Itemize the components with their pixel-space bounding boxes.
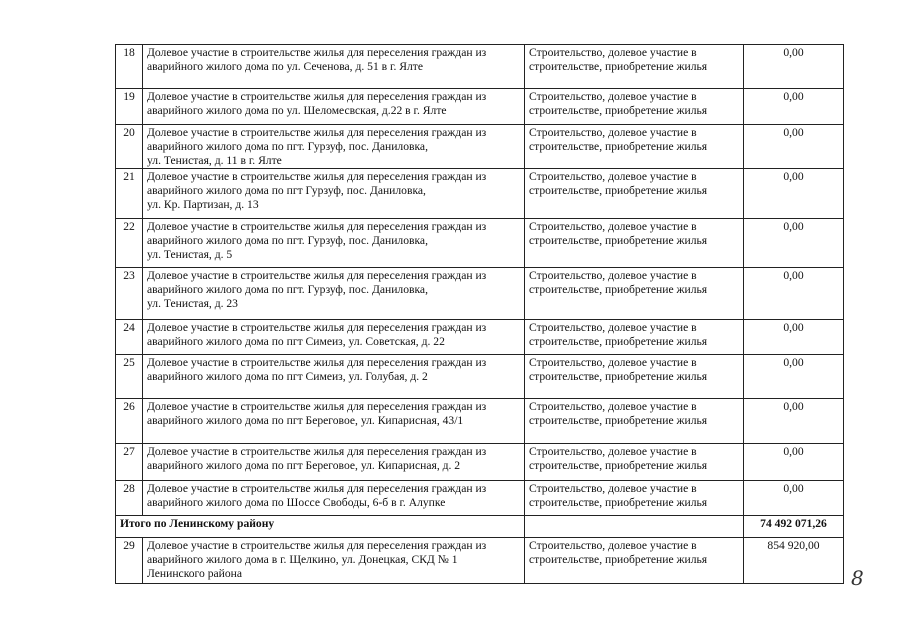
- row-number: 29: [116, 538, 143, 584]
- row-category: Строительство, долевое участие в строительстве, приобретение жилья: [525, 125, 744, 169]
- row-description: Долевое участие в строительстве жилья для переселения граждан из аварийного жилого дома по пгт. Гурзуф, пос. Даниловка, ул. Тенистая, д. 5: [143, 219, 525, 268]
- row-description: Долевое участие в строительстве жилья для переселения граждан из аварийного жилого дома по пгт Гурзуф, пос. Даниловка, ул. Кр. Партизан, д. 13: [143, 169, 525, 219]
- total-label: Итого по Ленинскому району: [116, 516, 525, 538]
- row-number: 27: [116, 444, 143, 481]
- row-description: Долевое участие в строительстве жилья для переселения граждан из аварийного жилого дома по пгт Береговое, ул. Кипарисная, д. 2: [143, 444, 525, 481]
- total-amount: 74 492 071,26: [744, 516, 844, 538]
- row-category: Строительство, долевое участие в строительстве, приобретение жилья: [525, 320, 744, 355]
- row-number: 25: [116, 355, 143, 399]
- row-amount: 0,00: [744, 219, 844, 268]
- row-amount: 0,00: [744, 355, 844, 399]
- page-number-mark: 8: [851, 566, 864, 590]
- row-amount: 0,00: [744, 399, 844, 444]
- row-description: Долевое участие в строительстве жилья для переселения граждан из аварийного жилого дома в г. Щелкино, ул. Донецкая, СКД № 1 Ленинского района: [143, 538, 525, 584]
- budget-table: [115, 44, 844, 584]
- row-amount: 0,00: [744, 89, 844, 125]
- row-amount: 0,00: [744, 45, 844, 89]
- table-row: [116, 268, 844, 320]
- row-description: Долевое участие в строительстве жилья для переселения граждан из аварийного жилого дома по пгт. Гурзуф, пос. Даниловка, ул. Тенистая, д. 23: [143, 268, 525, 320]
- row-description: Долевое участие в строительстве жилья для переселения граждан из аварийного жилого дома по пгт Береговое, ул. Кипарисная, 43/1: [143, 399, 525, 444]
- row-number: 24: [116, 320, 143, 355]
- row-number: 26: [116, 399, 143, 444]
- table-row: [116, 219, 844, 268]
- row-category: Строительство, долевое участие в строительстве, приобретение жилья: [525, 45, 744, 89]
- row-number: 21: [116, 169, 143, 219]
- row-description: Долевое участие в строительстве жилья для переселения граждан из аварийного жилого дома по ул. Шеломесвская, д.22 в г. Ялте: [143, 89, 525, 125]
- row-amount: 0,00: [744, 268, 844, 320]
- table-row: [116, 45, 844, 89]
- row-amount: 0,00: [744, 125, 844, 169]
- row-number: 20: [116, 125, 143, 169]
- row-category: Строительство, долевое участие в строительстве, приобретение жилья: [525, 481, 744, 516]
- total-row: [116, 516, 844, 538]
- row-amount: 0,00: [744, 169, 844, 219]
- row-amount: 854 920,00: [744, 538, 844, 584]
- table-row: [116, 481, 844, 516]
- row-number: 19: [116, 89, 143, 125]
- row-category: Строительство, долевое участие в строительстве, приобретение жилья: [525, 268, 744, 320]
- total-empty-cell: [525, 516, 744, 538]
- table-row: [116, 89, 844, 125]
- table-row: [116, 538, 844, 584]
- table-row: [116, 444, 844, 481]
- row-category: Строительство, долевое участие в строительстве, приобретение жилья: [525, 399, 744, 444]
- table-row: [116, 355, 844, 399]
- row-category: Строительство, долевое участие в строительстве, приобретение жилья: [525, 89, 744, 125]
- row-description: Долевое участие в строительстве жилья для переселения граждан из аварийного жилого дома по Шоссе Свободы, 6-б в г. Алупке: [143, 481, 525, 516]
- table-row: [116, 169, 844, 219]
- row-amount: 0,00: [744, 481, 844, 516]
- row-number: 28: [116, 481, 143, 516]
- row-category: Строительство, долевое участие в строительстве, приобретение жилья: [525, 355, 744, 399]
- row-category: Строительство, долевое участие в строительстве, приобретение жилья: [525, 219, 744, 268]
- row-number: 22: [116, 219, 143, 268]
- row-category: Строительство, долевое участие в строительстве, приобретение жилья: [525, 444, 744, 481]
- row-amount: 0,00: [744, 320, 844, 355]
- row-number: 23: [116, 268, 143, 320]
- row-description: Долевое участие в строительстве жилья для переселения граждан из аварийного жилого дома по пгт. Гурзуф, пос. Даниловка, ул. Тенистая, д. 11 в г. Ялте: [143, 125, 525, 169]
- table-row: [116, 125, 844, 169]
- row-description: Долевое участие в строительстве жилья для переселения граждан из аварийного жилого дома по пгт Симеиз, ул. Советская, д. 22: [143, 320, 525, 355]
- row-description: Долевое участие в строительстве жилья для переселения граждан из аварийного жилого дома по пгт Симеиз, ул. Голубая, д. 2: [143, 355, 525, 399]
- row-amount: 0,00: [744, 444, 844, 481]
- row-category: Строительство, долевое участие в строительстве, приобретение жилья: [525, 169, 744, 219]
- row-number: 18: [116, 45, 143, 89]
- table-row: [116, 399, 844, 444]
- row-category: Строительство, долевое участие в строительстве, приобретение жилья: [525, 538, 744, 584]
- table-row: [116, 320, 844, 355]
- row-description: Долевое участие в строительстве жилья для переселения граждан из аварийного жилого дома по ул. Сеченова, д. 51 в г. Ялте: [143, 45, 525, 89]
